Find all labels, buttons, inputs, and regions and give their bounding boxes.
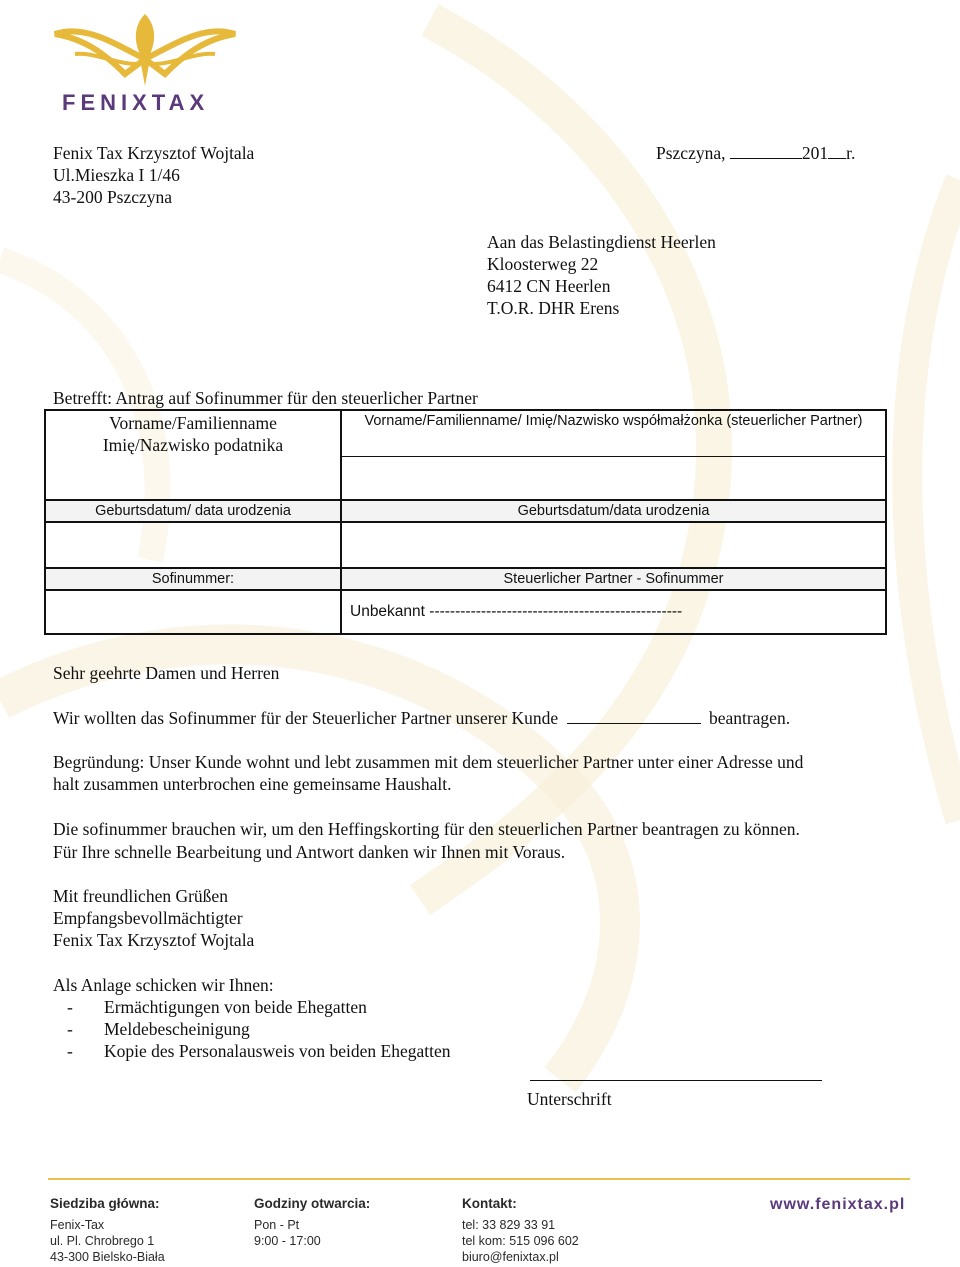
attachment-item-2: - Meldebescheinigung: [67, 1019, 250, 1039]
footer-office-line-3: 43-300 Bielsko-Biała: [50, 1250, 165, 1264]
date-blank-field: [730, 142, 802, 159]
paragraph-request-start: Wir wollten das Sofinummer für der Steuerlicher Partner unserer Kunde: [53, 708, 559, 728]
signature-line[interactable]: [530, 1080, 822, 1081]
footer-hours-line-1: Pon - Pt: [254, 1218, 300, 1232]
footer-hours-line-2: 9:00 - 17:00: [254, 1234, 321, 1248]
recipient-line-3: 6412 CN Heerlen: [487, 276, 611, 296]
salutation: Sehr geehrte Damen und Herren: [53, 663, 280, 683]
footer-website-link[interactable]: www.fenixtax.pl: [770, 1196, 906, 1213]
subject-line: Betrefft: Antrag auf Sofinummer für den steuerlicher Partner: [53, 388, 478, 408]
paragraph-reason-line-1: Begründung: Unser Kunde wohnt und lebt zusammen mit dem steuerlicher Partner unter einer Adresse und: [53, 752, 804, 772]
logo-wordmark: FENIXTAX: [62, 90, 210, 115]
sender-city: 43-200 Pszczyna: [53, 187, 173, 207]
paragraph-purpose-line-1: Die sofinummer brauchen wir, um den Heffingskorting für den steuerlichen Partner beantragen zu können.: [53, 819, 800, 839]
attachments-intro: Als Anlage schicken wir Ihnen:: [53, 975, 274, 995]
paragraph-request: [53, 707, 790, 729]
paragraph-reason-line-2: halt zusammen unterbrochen eine gemeinsame Haushalt.: [53, 774, 452, 794]
closing-greeting: Mit freundlichen Grüßen: [53, 886, 228, 906]
place-date: [656, 142, 855, 164]
taxpayer-name-field[interactable]: [45, 456, 341, 500]
year-suffix: r.: [846, 143, 856, 163]
footer-office-line-2: ul. Pl. Chrobrego 1: [50, 1234, 155, 1248]
taxpayer-sofinummer-label: Sofinummer:: [45, 568, 341, 590]
footer-office-title: Siedziba główna:: [50, 1196, 160, 1211]
attachment-item-2-text: Meldebescheinigung: [104, 1019, 250, 1039]
footer-hours-title: Godziny otwarcia:: [254, 1196, 371, 1211]
taxpayer-sofinummer-field[interactable]: [45, 590, 341, 634]
attachment-item-1: - Ermächtigungen von beide Ehegatten: [67, 997, 367, 1017]
application-form-table: [44, 409, 887, 635]
year-text: 201: [801, 143, 829, 163]
taxpayer-birthdate-label: Geburtsdatum/ data urodzenia: [45, 500, 341, 522]
attachment-item-3-text: Kopie des Personalausweis von beiden Ehegatten: [104, 1041, 451, 1061]
partner-name-label: Vorname/Familienname/ Imię/Nazwisko współmałżonka (steuerlicher Partner): [341, 410, 886, 456]
partner-birthdate-field[interactable]: [341, 522, 886, 568]
sender-name: Fenix Tax Krzysztof Wojtala: [53, 143, 255, 163]
taxpayer-name-label: [45, 410, 341, 456]
closing-company: Fenix Tax Krzysztof Wojtala: [53, 930, 255, 950]
footer-contact-mobile: tel kom: 515 096 602: [462, 1234, 579, 1248]
paragraph-request-end: beantragen.: [708, 708, 791, 728]
footer-contact-email[interactable]: biuro@fenixtax.pl: [462, 1250, 559, 1264]
footer-office-line-1: Fenix-Tax: [50, 1218, 105, 1232]
partner-sofinummer-label: Steuerlicher Partner - Sofinummer: [341, 568, 886, 590]
taxpayer-birthdate-field[interactable]: [45, 522, 341, 568]
attachment-item-3: - Kopie des Personalausweis von beiden Ehegatten: [67, 1041, 451, 1061]
closing-role: Empfangsbevollmächtigter: [53, 908, 243, 928]
recipient-line-4: T.O.R. DHR Erens: [487, 298, 620, 318]
recipient-line-2: Kloosterweg 22: [487, 254, 599, 274]
signature-label: Unterschrift: [527, 1089, 612, 1109]
partner-birthdate-label: Geburtsdatum/data urodzenia: [341, 500, 886, 522]
footer-contact-phone: tel: 33 829 33 91: [462, 1218, 556, 1232]
place-text: Pszczyna,: [656, 143, 726, 163]
recipient-line-1: Aan das Belastingdienst Heerlen: [487, 232, 716, 252]
footer-divider: [48, 1178, 910, 1180]
client-name-blank-field[interactable]: [567, 707, 701, 724]
partner-name-field[interactable]: [341, 456, 886, 500]
partner-sofinummer-unknown: Unbekannt -------------------------------------------------: [341, 590, 886, 634]
taxpayer-name-label-1: Vorname/Familienname: [109, 412, 277, 433]
sender-street: Ul.Mieszka I 1/46: [53, 165, 180, 185]
attachment-item-1-text: Ermächtigungen von beide Ehegatten: [104, 997, 367, 1017]
taxpayer-name-label-2: Imię/Nazwisko podatnika: [102, 434, 284, 455]
year-blank-field: [828, 142, 846, 159]
paragraph-purpose-line-2: Für Ihre schnelle Bearbeitung und Antwort danken wir Ihnen mit Voraus.: [53, 842, 566, 862]
footer-contact-title: Kontakt:: [462, 1196, 517, 1211]
